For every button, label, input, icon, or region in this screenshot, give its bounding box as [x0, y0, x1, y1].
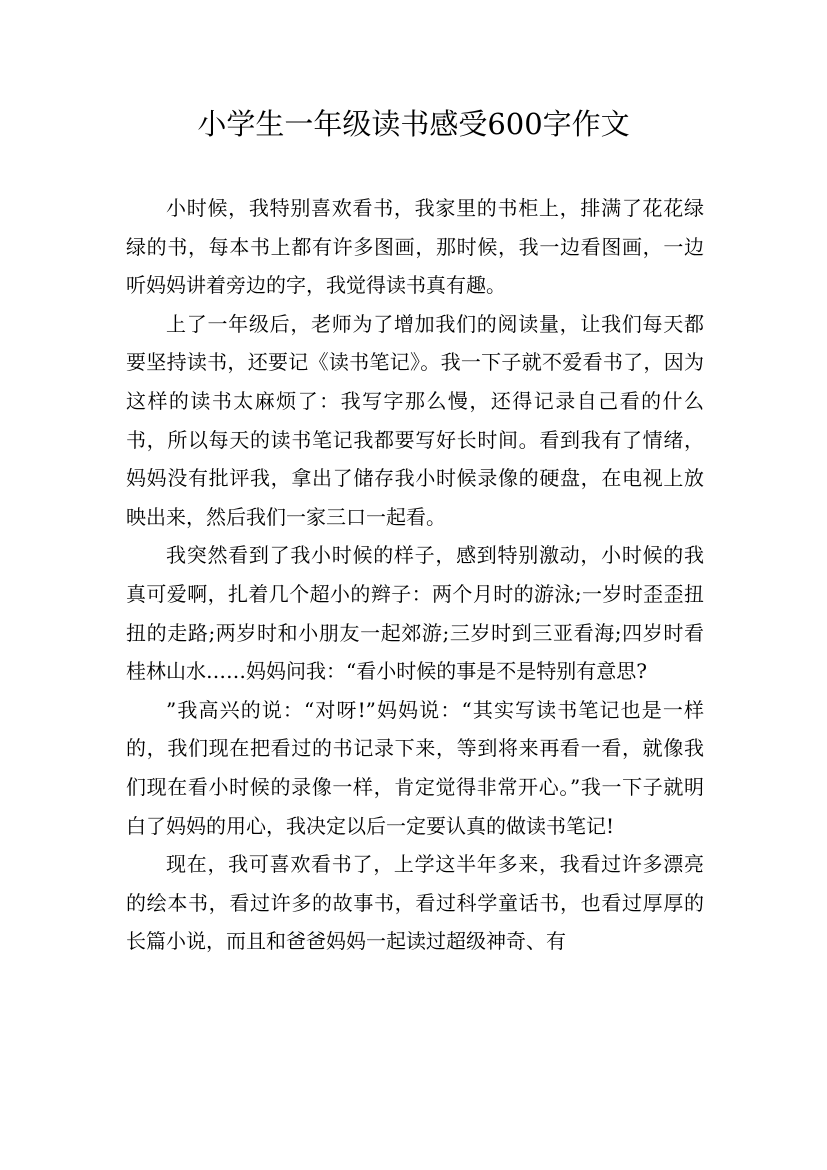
paragraph: 现在，我可喜欢看书了，上学这半年多来，我看过许多漂亮的绘本书，看过许多的故事书，看过科学童话书，也看过厚厚的长篇小说，而且和爸爸妈妈一起读过超级神奇、有: [126, 852, 704, 954]
paragraph: 我突然看到了我小时候的样子，感到特别激动，小时候的我真可爱啊，扎着几个超小的辫子：两个月时的游泳;一岁时歪歪扭扭的走路;两岁时和小朋友一起郊游;三岁时到三亚看海;四岁时看桂林山水……妈妈问我：“看小时候的事是不是特别有意思?: [126, 543, 704, 684]
paragraph: 上了一年级后，老师为了增加我们的阅读量，让我们每天都要坚持读书，还要记《读书笔记》。我一下子就不爱看书了，因为这样的读书太麻烦了：我写字那么慢，还得记录自己看的什么书，所以每天的读书笔记我都要写好长时间。看到我有了情绪，妈妈没有批评我，拿出了储存我小时候录像的硬盘，在电视上放映出来，然后我们一家三口一起看。: [126, 311, 704, 529]
paragraph: ”我高兴的说：“对呀!”妈妈说：“其实写读书笔记也是一样的，我们现在把看过的书记录下来，等到将来再看一看，就像我们现在看小时候的录像一样，肯定觉得非常开心。”我一下子就明白了妈妈的用心，我决定以后一定要认真的做读书笔记!: [126, 697, 704, 838]
paragraph: 小时候，我特别喜欢看书，我家里的书柜上，排满了花花绿绿的书，每本书上都有许多图画，那时候，我一边看图画，一边听妈妈讲着旁边的字，我觉得读书真有趣。: [126, 196, 704, 298]
essay-body: [126, 189, 704, 961]
document-title: 小学生一年级读书感受600字作文: [197, 107, 630, 141]
